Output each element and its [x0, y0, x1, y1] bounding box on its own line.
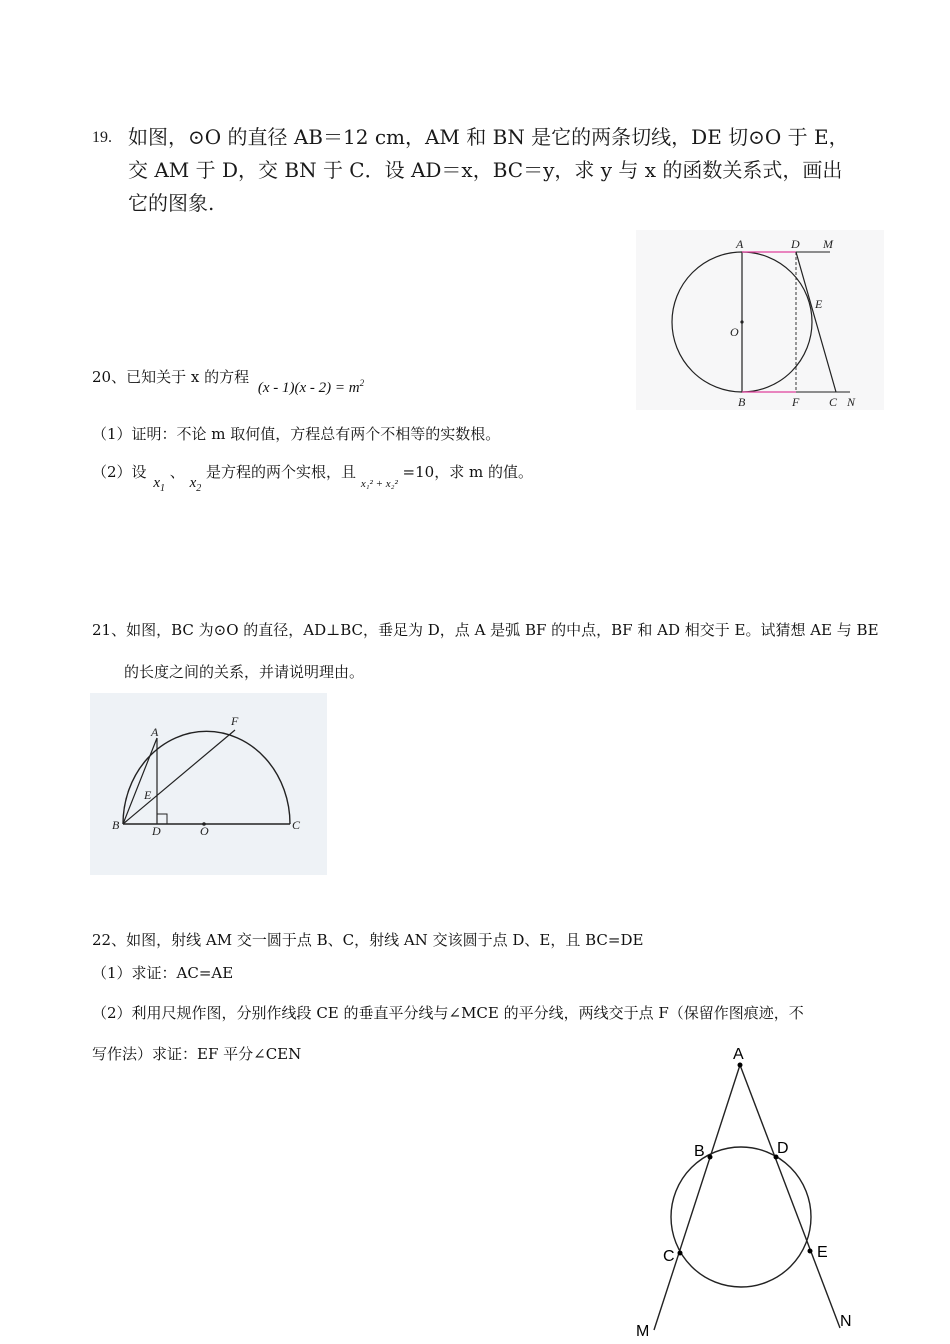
label-m: M — [636, 1323, 650, 1340]
ray-am — [654, 1065, 740, 1330]
question-19-line-2: 交 AM 于 D，交 BN 于 C．设 AD＝x，BC＝y，求 y 与 x 的函数关系式，画出 — [128, 158, 843, 182]
root-x2-subscript: 2 — [196, 483, 202, 494]
label-o: O — [200, 824, 209, 838]
label-c: C — [292, 818, 301, 832]
root-x1-subscript: 1 — [160, 483, 165, 494]
question-body — [128, 121, 892, 220]
label-c: C — [829, 395, 838, 409]
label-b: B — [694, 1143, 705, 1160]
center-point — [740, 320, 743, 323]
label-e: E — [815, 297, 823, 311]
figure-22 — [626, 1040, 866, 1344]
label-d: D — [152, 824, 161, 838]
label-e: E — [817, 1244, 828, 1261]
label-c: C — [663, 1248, 675, 1265]
label-d: D — [791, 237, 800, 251]
root-x2 — [189, 475, 202, 494]
label-f: F — [231, 714, 239, 728]
label-e: E — [144, 788, 152, 802]
figure-21-svg — [90, 693, 327, 875]
sum-of-squares: x₁² + x₂² — [360, 478, 398, 490]
label-d: D — [777, 1140, 789, 1157]
root-x1-base: x — [153, 475, 160, 491]
label-b: B — [738, 395, 746, 409]
question-20-part-1: （1）证明：不论 m 取何值，方程总有两个不相等的实数根。 — [92, 425, 501, 443]
equation-text: (x - 1)(x - 2) = m — [257, 380, 360, 396]
figure-19-svg — [636, 230, 884, 410]
separator: 、 — [169, 463, 185, 481]
label-b: B — [112, 818, 120, 832]
circle — [671, 1147, 811, 1287]
question-19-line-3: 它的图象. — [128, 191, 215, 215]
figure-21 — [90, 693, 327, 875]
root-x1 — [153, 475, 165, 494]
question-22-part-1: （1）求证：AC=AE — [92, 964, 234, 982]
question-20-part-2 — [92, 461, 533, 494]
label-n: N — [840, 1313, 852, 1330]
question-number: 19. — [92, 129, 112, 146]
question-22-part-2-cont: 写作法）求证：EF 平分∠CEN — [92, 1045, 302, 1063]
question-22-part-2: （2）利用尺规作图，分别作线段 CE 的垂直平分线与∠MCE 的平分线，两线交于点 F（保留作图痕迹，不 — [92, 1004, 804, 1022]
point-b — [708, 1155, 713, 1160]
figure-19 — [636, 230, 884, 410]
question-19-line-1: 如图，⊙O 的直径 AB＝12 cm，AM 和 BN 是它的两条切线，DE 切⊙O 于 E， — [128, 125, 849, 149]
label-n: N — [847, 395, 856, 409]
root-x2-base: x — [189, 475, 197, 491]
ray-an — [740, 1065, 840, 1328]
equation-exponent: 2 — [359, 378, 365, 388]
point-c — [678, 1251, 683, 1256]
figure-22-svg — [626, 1040, 866, 1344]
point-a — [738, 1063, 743, 1068]
part-2-end: =10，求 m 的值。 — [402, 463, 533, 481]
label-a: A — [151, 725, 159, 739]
question-19 — [92, 121, 892, 220]
question-22-line-1: 22、如图，射线 AM 交一圆于点 B、C，射线 AN 交该圆于点 D、E，且 BC=DE — [92, 931, 644, 949]
question-21-line-2: 的长度之间的关系，并请说明理由。 — [124, 663, 365, 681]
label-a: A — [736, 237, 744, 251]
label-o: O — [730, 325, 739, 339]
part-2-intro: （2）设 — [92, 463, 147, 481]
figure-19-background — [636, 230, 884, 410]
part-2-middle: 是方程的两个实根，且 — [206, 463, 357, 481]
question-21-line-1: 21、如图，BC 为⊙O 的直径，AD⊥BC，垂足为 D，点 A 是弧 BF 的中点，BF 和 AD 相交于 E。试猜想 AE 与 BE — [92, 621, 879, 639]
point-e — [808, 1249, 813, 1254]
label-a: A — [733, 1046, 744, 1063]
question-20-stem — [92, 362, 365, 396]
label-m: M — [823, 237, 833, 251]
equation — [258, 380, 364, 396]
question-20-prefix: 20、已知关于 x 的方程 — [92, 368, 250, 386]
figure-21-background — [90, 693, 327, 875]
label-f: F — [792, 395, 800, 409]
